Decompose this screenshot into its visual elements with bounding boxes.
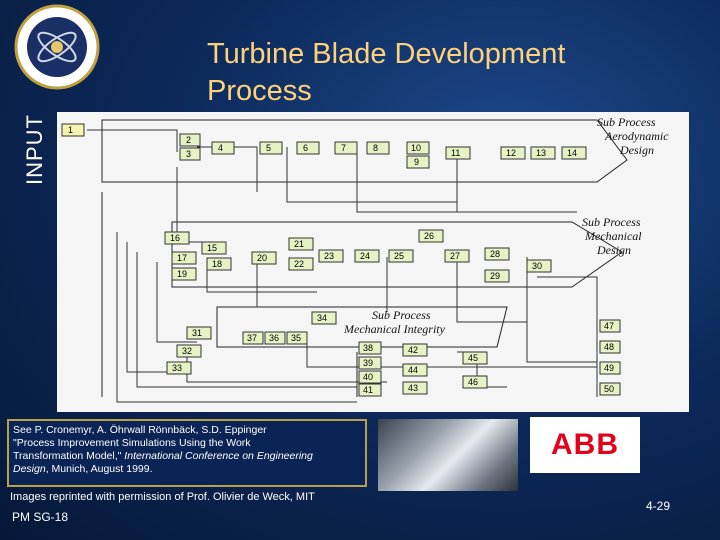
box-22-label: 22 bbox=[294, 259, 305, 269]
box-40-label: 40 bbox=[363, 372, 374, 382]
citation-line-4-italic: Design bbox=[13, 463, 46, 475]
box-46-label: 46 bbox=[468, 377, 479, 387]
citation-line-4: , Munich, August 1999. bbox=[45, 463, 153, 475]
box-25-label: 25 bbox=[394, 251, 405, 261]
aero-label-3: Design bbox=[620, 143, 654, 157]
slide-title: Turbine Blade Development Process bbox=[207, 38, 566, 107]
box-23-label: 23 bbox=[324, 251, 335, 261]
seal-logo bbox=[14, 4, 100, 90]
box-12-label: 12 bbox=[506, 148, 517, 158]
citation-box bbox=[7, 419, 367, 487]
permission-note: Images reprinted with permission of Prof. Olivier de Weck, MIT bbox=[10, 491, 315, 503]
citation-line-3: Transformation Model," bbox=[13, 450, 122, 462]
box-47-label: 47 bbox=[604, 321, 615, 331]
integrity-label-1: Sub Process bbox=[372, 308, 431, 322]
abb-logo-text: ABB bbox=[551, 428, 619, 461]
mech-label-2: Mechanical bbox=[585, 229, 642, 243]
box-4-label: 4 bbox=[218, 143, 224, 153]
box-13-label: 13 bbox=[536, 148, 547, 158]
box-10-label: 10 bbox=[411, 143, 422, 153]
turbine-blade-image bbox=[378, 419, 518, 491]
box-34-label: 34 bbox=[317, 313, 328, 323]
box-21-label: 21 bbox=[294, 239, 305, 249]
course-code: PM SG-18 bbox=[12, 510, 69, 524]
citation-line-3-italic: International Conference on Engineering bbox=[121, 450, 313, 462]
box-28-label: 28 bbox=[490, 249, 501, 259]
box-27-label: 27 bbox=[450, 251, 461, 261]
citation-line-1: See P. Cronemyr, A. Öhrwall Rönnbäck, S.D. Eppinger bbox=[13, 424, 267, 436]
box-39-label: 39 bbox=[363, 358, 374, 368]
aero-label-2: Aerodynamic bbox=[605, 129, 669, 143]
box-24-label: 24 bbox=[360, 251, 371, 261]
box-35-label: 35 bbox=[291, 333, 302, 343]
input-axis-label: INPUT bbox=[22, 114, 47, 185]
box-14-label: 14 bbox=[567, 148, 578, 158]
process-flow-svg bbox=[57, 112, 689, 412]
box-1-label: 1 bbox=[68, 125, 74, 135]
integrity-label-2: Mechanical Integrity bbox=[344, 322, 445, 336]
box-36-label: 36 bbox=[269, 333, 280, 343]
mech-label-3: Design bbox=[597, 243, 631, 257]
box-5-label: 5 bbox=[266, 143, 272, 153]
citation-line-2: "Process Improvement Simulations Using the Work bbox=[13, 437, 251, 449]
box-31-label: 31 bbox=[192, 328, 203, 338]
box-41-label: 41 bbox=[363, 385, 374, 395]
box-32-label: 32 bbox=[182, 346, 193, 356]
box-16-label: 16 bbox=[170, 233, 181, 243]
box-18-label: 18 bbox=[212, 259, 223, 269]
page-number: 4-29 bbox=[646, 499, 671, 513]
box-29-label: 29 bbox=[490, 271, 501, 281]
box-11-label: 11 bbox=[451, 148, 461, 158]
box-30-label: 30 bbox=[532, 261, 543, 271]
box-2-label: 2 bbox=[186, 135, 192, 145]
box-17-label: 17 bbox=[177, 253, 188, 263]
box-8-label: 8 bbox=[373, 143, 379, 153]
box-50-label: 50 bbox=[604, 384, 615, 394]
box-26-label: 26 bbox=[424, 231, 435, 241]
mech-label-1: Sub Process bbox=[582, 215, 641, 229]
box-33-label: 33 bbox=[172, 363, 183, 373]
box-15-label: 15 bbox=[207, 243, 218, 253]
abb-logo bbox=[530, 417, 640, 473]
process-diagram bbox=[57, 112, 689, 412]
box-49-label: 49 bbox=[604, 363, 615, 373]
box-19-label: 19 bbox=[177, 269, 188, 279]
box-9-label: 9 bbox=[414, 157, 420, 167]
box-37-label: 37 bbox=[247, 333, 258, 343]
box-38-label: 38 bbox=[363, 343, 374, 353]
box-20-label: 20 bbox=[257, 253, 268, 263]
box-43-label: 43 bbox=[408, 383, 419, 393]
box-44-label: 44 bbox=[408, 365, 419, 375]
aero-label-1: Sub Process bbox=[597, 115, 656, 129]
box-48-label: 48 bbox=[604, 342, 615, 352]
box-3-label: 3 bbox=[186, 149, 192, 159]
box-45-label: 45 bbox=[468, 353, 479, 363]
box-6-label: 6 bbox=[303, 143, 309, 153]
box-7-label: 7 bbox=[341, 143, 347, 153]
box-42-label: 42 bbox=[408, 345, 419, 355]
